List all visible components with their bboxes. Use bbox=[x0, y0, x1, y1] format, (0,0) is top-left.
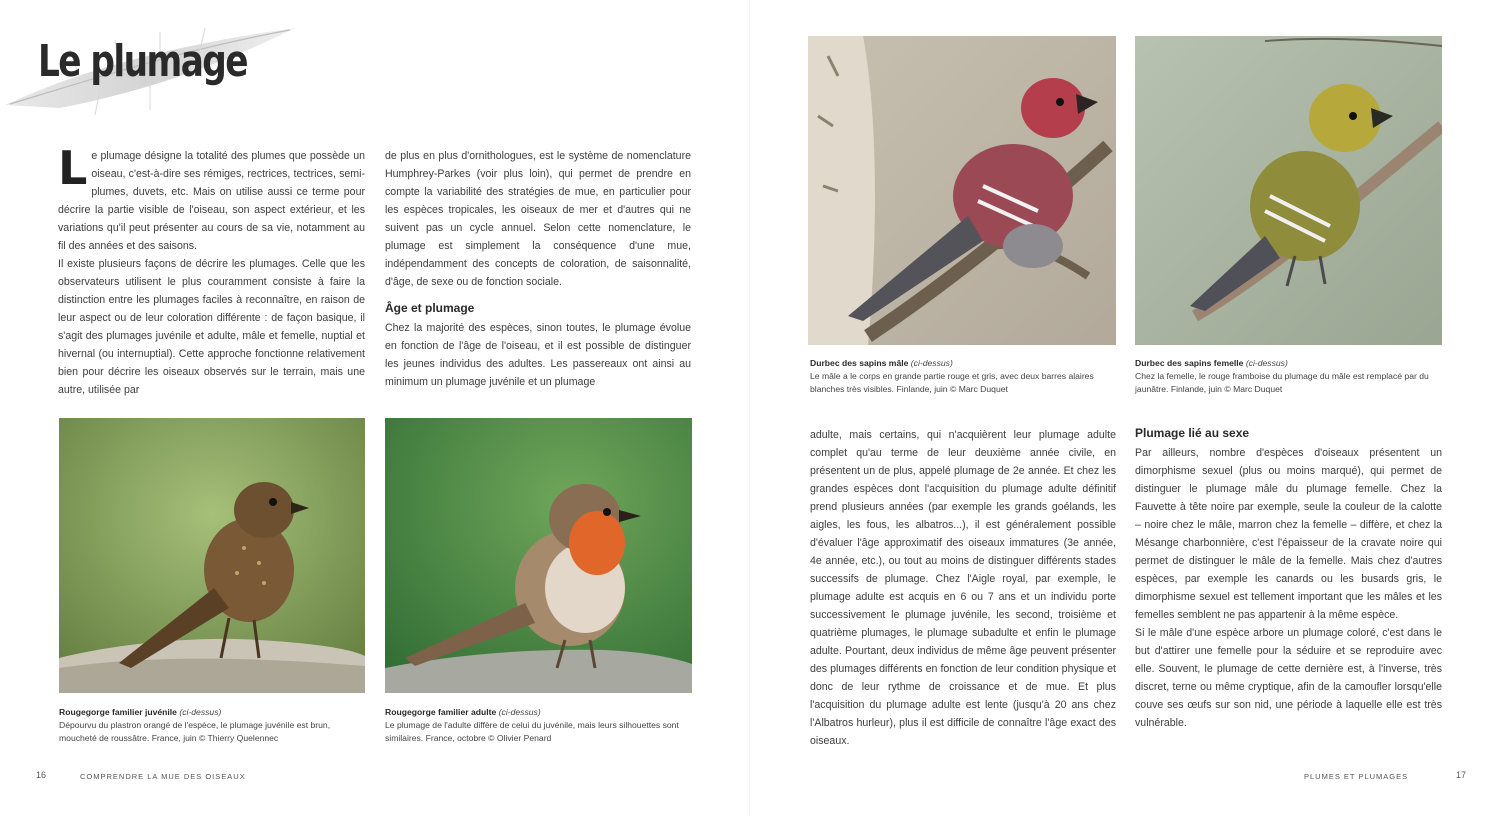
caption-text: Dépourvu du plastron orangé de l'espèce, le plumage juvénile est brun, moucheté de roussâtre. bbox=[59, 720, 331, 743]
caption-note: (ci-dessus) bbox=[179, 707, 222, 717]
running-header-right: PLUMES ET PLUMAGES bbox=[1304, 772, 1409, 781]
caption-credit: Finlande, juin © Marc Duquet bbox=[896, 384, 1008, 394]
caption-note: (ci-dessus) bbox=[1245, 358, 1288, 368]
right-page bbox=[750, 0, 1500, 816]
caption-credit: Finlande, juin © Marc Duquet bbox=[1170, 384, 1283, 394]
photo-pine-grosbeak-male bbox=[808, 36, 1116, 345]
photo-pine-grosbeak-female bbox=[1135, 36, 1442, 345]
text-column-4 bbox=[1135, 424, 1442, 732]
caption-note: (ci-dessus) bbox=[498, 707, 541, 717]
paragraph: adulte, mais certains, qui n'acquièrent leur plumage adulte complet qu'au terme de leur deuxième année civile, en présentent un de plus, appelé plumage de 2e année. Et chez les grandes espèces dont l'acquisition du plumage adulte définitif prend plusieurs années (par exemple les grands goélands, les aigles, les fous, les albatros...), il est généralement possible d'évaluer l'âge approximatif des oiseaux immatures (3e année, 4e année, etc.), ou tout au moins de distinguer différents stades successifs de plumage. Chez l'Aigle royal, par exemple, le plumage adulte est acquis en 6 ou 7 ans et un individu porte successivement le plumage juvénile, les second, troisième et quatrième plumages, le plumage subadulte et enfin le plumage adulte. Pourtant, deux individus de même âge peuvent présenter des plumages différents en fonction de leur condition physique et donc de leur rythme de croissance et de mue. Et plus l'acquisition du plumage adulte est lente (jusqu'à 20 ans chez l'Albatros hurleur), plus il est difficile de connaître l'âge exact des oiseaux. bbox=[810, 429, 1116, 747]
caption-credit: France, octobre © Olivier Penard bbox=[425, 733, 552, 743]
text-column-2 bbox=[385, 147, 691, 391]
caption-adult-robin bbox=[385, 706, 692, 745]
page-number-right: 17 bbox=[1456, 770, 1467, 780]
caption-juvenile-robin bbox=[59, 706, 365, 745]
section-heading-age: Âge et plumage bbox=[385, 301, 475, 315]
text-column-3 bbox=[810, 426, 1116, 750]
caption-title: Durbec des sapins femelle bbox=[1135, 358, 1244, 368]
caption-note: (ci-dessus) bbox=[910, 358, 953, 368]
paragraph-text: e plumage désigne la totalité des plumes que possède un oiseau, c'est-à-dire ses rémiges, rectrices, tectrices, semi-plumes, duvets, etc. Mais on utilise aussi ce terme pour décrire la partie visible de l'oiseau, son aspect extérieur, et les variations qu'il peut présenter au cours de sa vie, notamment au fil des années et des saisons. bbox=[58, 150, 365, 252]
text-column-1 bbox=[58, 141, 365, 399]
paragraph: de plus en plus d'ornithologues, est le système de nomenclature Humphrey-Parkes (voir plus loin), qui permet de prendre en compte la variabilité des stratégies de mue, en particulier pour les espèces tropicales, les oiseaux de mer et d'autres qui ne suivent pas un cycle annuel. Selon cette nomenclature, le plumage est simplement la conséquence d'une mue, indépendamment des concepts de coloration, de saisonnalité, d'âge, de sexe ou de fonction sociale. bbox=[385, 150, 691, 288]
page-number-left: 16 bbox=[36, 770, 47, 780]
drop-cap: L bbox=[58, 141, 88, 195]
caption-pine-grosbeak-female bbox=[1135, 357, 1442, 396]
paragraph: Par ailleurs, nombre d'espèces d'oiseaux présentent un dimorphisme sexuel (plus ou moins marqué), qui permet de distinguer le plumage mâle du plumage femelle. Chez la Fauvette à tête noire par exemple, seule la couleur de la calotte – noire chez le mâle, marron chez la femelle – diffère, et chez la Mésange charbonnière, c'est l'épaisseur de la cravate noire qui permet de distinguer le mâle de la femelle. Mais chez d'autres espèces, par exemple les canards ou les busards gris, le dimorphisme sexuel est tellement important que les mâles et les femelles semblent ne pas appartenir à la même espèce. bbox=[1135, 447, 1442, 621]
running-header-left: COMPRENDRE LA MUE DES OISEAUX bbox=[80, 772, 246, 781]
paragraph: Il existe plusieurs façons de décrire les plumages. Celle que les observateurs utilisent le plus couramment consiste à faire la distinction entre les plumages faciles à reconnaître, en raison de leur aspect ou de leur coloration différente : de façon basique, il s'agit des plumages juvénile et adulte, mâle et femelle, nuptial et hivernal (ou internuptial). Cette approche fonctionne relativement bien pour décrire les oiseaux observés sur le terrain, mais une autre, utilisée par bbox=[58, 258, 365, 396]
caption-credit: France, juin © Thierry Quelennec bbox=[151, 733, 279, 743]
photo-adult-robin bbox=[385, 418, 692, 693]
photo-juvenile-robin bbox=[59, 418, 365, 693]
caption-text: Chez la femelle, le rouge framboise du plumage du mâle est remplacé par du jaunâtre. bbox=[1135, 371, 1429, 394]
caption-title: Durbec des sapins mâle bbox=[810, 358, 909, 368]
caption-text: Le plumage de l'adulte diffère de celui du juvénile, mais leurs silhouettes sont similaires. bbox=[385, 720, 679, 743]
page-title: Le plumage bbox=[38, 36, 248, 87]
caption-title: Rougegorge familier juvénile bbox=[59, 707, 177, 717]
section-heading-sex: Plumage lié au sexe bbox=[1135, 426, 1250, 440]
paragraph: Si le mâle d'une espèce arbore un plumage coloré, c'est dans le but d'attirer une femelle pour la séduire et se reproduire avec elle. Souvent, le plumage de cette dernière est, à l'inverse, très discret, terne ou même cryptique, afin de la camoufler lorsqu'elle couve ses œufs sur son nid, une période à laquelle elle est très vulnérable. bbox=[1135, 627, 1442, 729]
caption-text: Le mâle a le corps en grande partie rouge et gris, avec deux barres alaires blanches très visibles. bbox=[810, 371, 1094, 394]
paragraph: Chez la majorité des espèces, sinon toutes, le plumage évolue en fonction de l'âge de l'oiseau, et il est possible de distinguer les jeunes individus des adultes. Les passereaux ont ainsi au minimum un plumage juvénile et un plumage bbox=[385, 322, 691, 388]
caption-title: Rougegorge familier adulte bbox=[385, 707, 497, 717]
paragraph bbox=[58, 141, 365, 255]
caption-pine-grosbeak-male bbox=[810, 357, 1116, 396]
